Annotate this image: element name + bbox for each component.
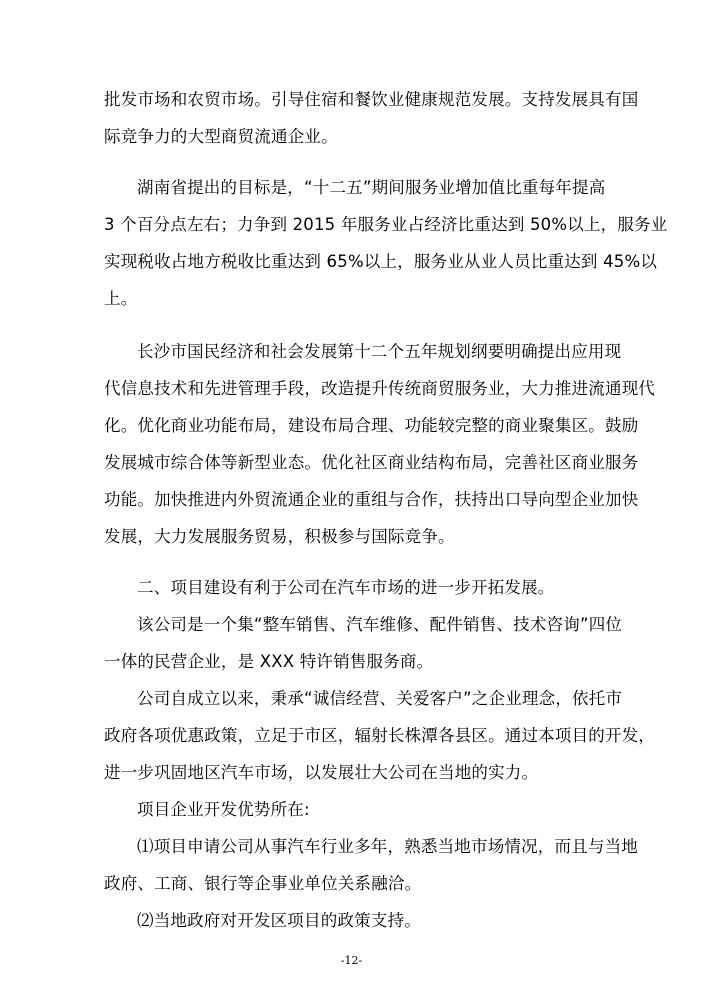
text-line-15: 一体的民营企业，是 XXX 特许销售服务商。 <box>104 652 434 671</box>
text-line-11: 功能。加快推进内外贸流通企业的重组与合作，扶持出口导向型企业加快 <box>104 490 639 509</box>
page-number: -12- <box>340 954 363 967</box>
text-line-18: 进一步巩固地区汽车市场，以发展壮大公司在当地的实力。 <box>104 763 539 782</box>
text-line-20: ⑴项目申请公司从事汽车行业多年，熟悉当地市场情况，而且与当地 <box>137 837 638 856</box>
text-line-7: 长沙市国民经济和社会发展第十二个五年规划纲要明确提出应用现 <box>137 342 622 361</box>
text-line-3: 湖南省提出的目标是，“十二五”期间服务业增加值比重每年提高 <box>137 178 606 197</box>
text-line-8: 代信息技术和先进管理手段，改造提升传统商贸服务业，大力推进流通现代 <box>104 379 656 398</box>
text-line-22: ⑵当地政府对开发区项目的政策支持。 <box>137 911 421 930</box>
text-line-9: 化。优化商业功能布局，建设布局合理、功能较完整的商业聚集区。鼓励 <box>104 416 639 435</box>
text-line-5: 实现税收占地方税收比重达到 65%以上，服务业从业人员比重达到 45%以 <box>104 252 658 271</box>
text-line-2: 际竞争力的大型商贸流通企业。 <box>104 127 338 146</box>
text-line-14: 该公司是一个集“整车销售、汽车维修、配件销售、技术咨询”四位 <box>137 615 623 634</box>
text-line-4: 3 个百分点左右；力争到 2015 年服务业占经济比重达到 50%以上，服务业 <box>104 215 668 234</box>
text-line-12: 发展，大力发展服务贸易，积极参与国际竞争。 <box>104 527 455 546</box>
text-line-10: 发展城市综合体等新型业态。优化社区商业结构布局，完善社区商业服务 <box>104 453 639 472</box>
section-heading: 二、项目建设有利于公司在汽车市场的进一步开拓发展。 <box>137 578 555 597</box>
text-line-21: 政府、工商、银行等企事业单位关系融洽。 <box>104 874 422 893</box>
text-line-1: 批发市场和农贸市场。引导住宿和餐饮业健康规范发展。支持发展具有国 <box>104 90 639 109</box>
text-line-17: 政府各项优惠政策，立足于市区，辐射长株潭各县区。通过本项目的开发， <box>104 726 656 745</box>
text-line-6: 上。 <box>104 289 138 308</box>
text-line-16: 公司自成立以来，秉承“诚信经营、关爱客户”之企业理念，依托市 <box>137 689 623 708</box>
text-line-19: 项目企业开发优势所在: <box>137 800 310 819</box>
